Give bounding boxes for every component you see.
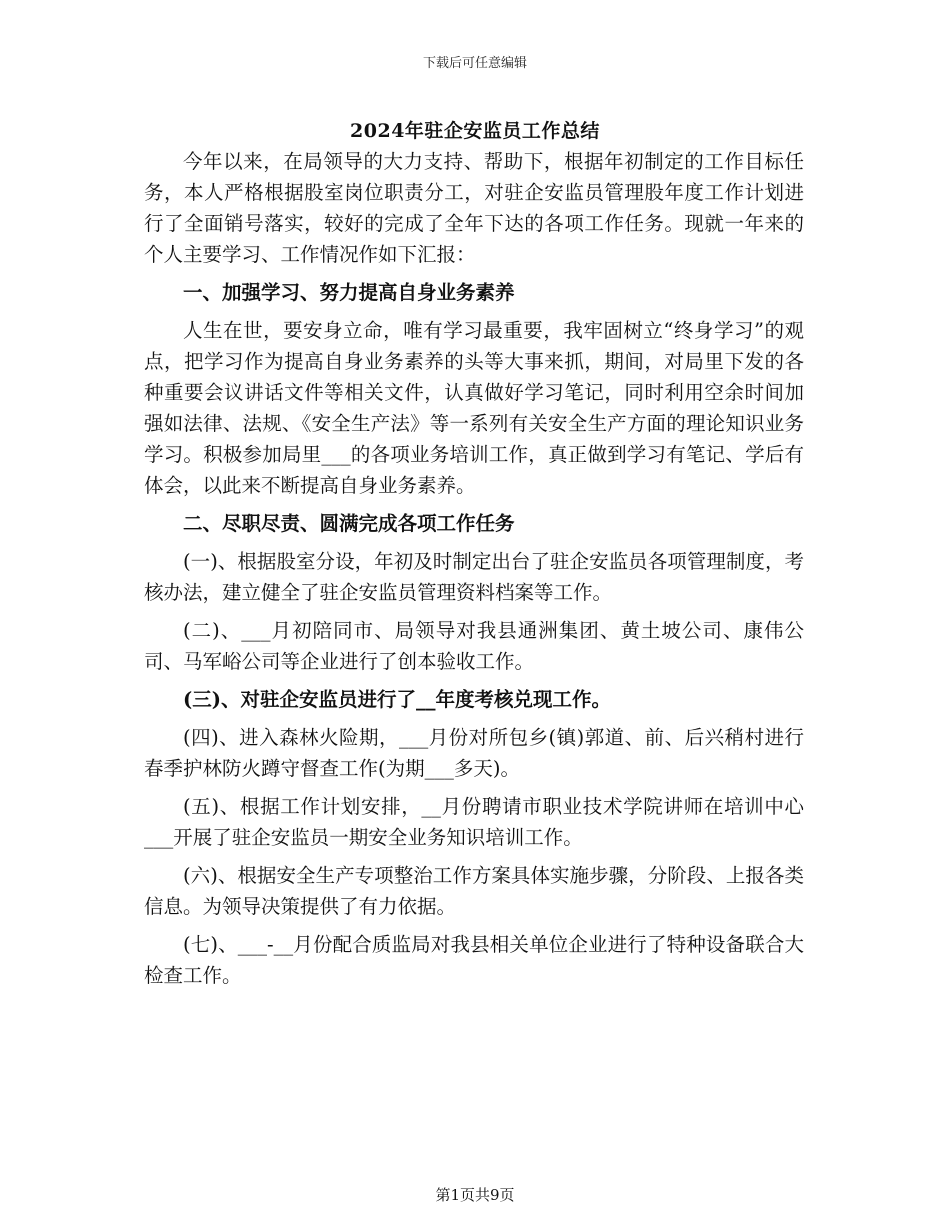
task-item-5: (五)、根据工作计划安排，__月份聘请市职业技术学院讲师在培训中心___开展了驻企安监员一期安全业务知识培训工作。	[144, 795, 804, 849]
document-body	[144, 146, 804, 998]
task-item-2: (二)、___月初陪同市、局领导对我县通洲集团、黄土坡公司、康伟公司、马军峪公司等企业进行了创本验收工作。	[144, 619, 804, 673]
page-number: 第1页共9页	[435, 1186, 515, 1204]
task-item-3: (三)、对驻企安监员进行了__年度考核兑现工作。	[183, 688, 611, 711]
task-item-6: (六)、根据安全生产专项整治工作方案具体实施步骤，分阶段、上报各类信息。为领导决策提供了有力依据。	[144, 864, 804, 918]
study-paragraph: 人生在世，要安身立命，唯有学习最重要，我牢固树立“终身学习”的观点，把学习作为提高自身业务素养的头等大事来抓，期间，对局里下发的各种重要会议讲话文件等相关文件，认真做好学习笔记，同时利用空余时间加强如法律、法规、《安全生产法》等一系列有关安全生产方面的理论知识业务学习。积极参加局里___的各项业务培训工作，真正做到学习有笔记、学后有体会，以此来不断提高自身业务素养。	[144, 319, 804, 497]
page-header: 下载后可任意编辑	[422, 56, 527, 71]
task-item-1: (一)、根据股室分设，年初及时制定出台了驻企安监员各项管理制度，考核办法，建立健全了驻企安监员管理资料档案等工作。	[144, 550, 804, 604]
task-item-4: (四)、进入森林火险期，___月份对所包乡(镇)郭道、前、后兴稍村进行春季护林防火蹲守督查工作(为期___多天)。	[144, 726, 804, 780]
section-heading-2: 二、尽职尽责、圆满完成各项工作任务	[183, 512, 515, 535]
intro-paragraph: 今年以来，在局领导的大力支持、帮助下，根据年初制定的工作目标任务，本人严格根据股室岗位职责分工，对驻企安监员管理股年度工作计划进行了全面销号落实，较好的完成了全年下达的各项工作任务。现就一年来的个人主要学习、工作情况作如下汇报：	[144, 150, 804, 266]
task-item-7: (七)、___-__月份配合质监局对我县相关单位企业进行了特种设备联合大检查工作。	[144, 933, 804, 987]
section-heading-1: 一、加强学习、努力提高自身业务素养	[183, 281, 515, 304]
document-title: 2024年驻企安监员工作总结	[350, 120, 600, 142]
